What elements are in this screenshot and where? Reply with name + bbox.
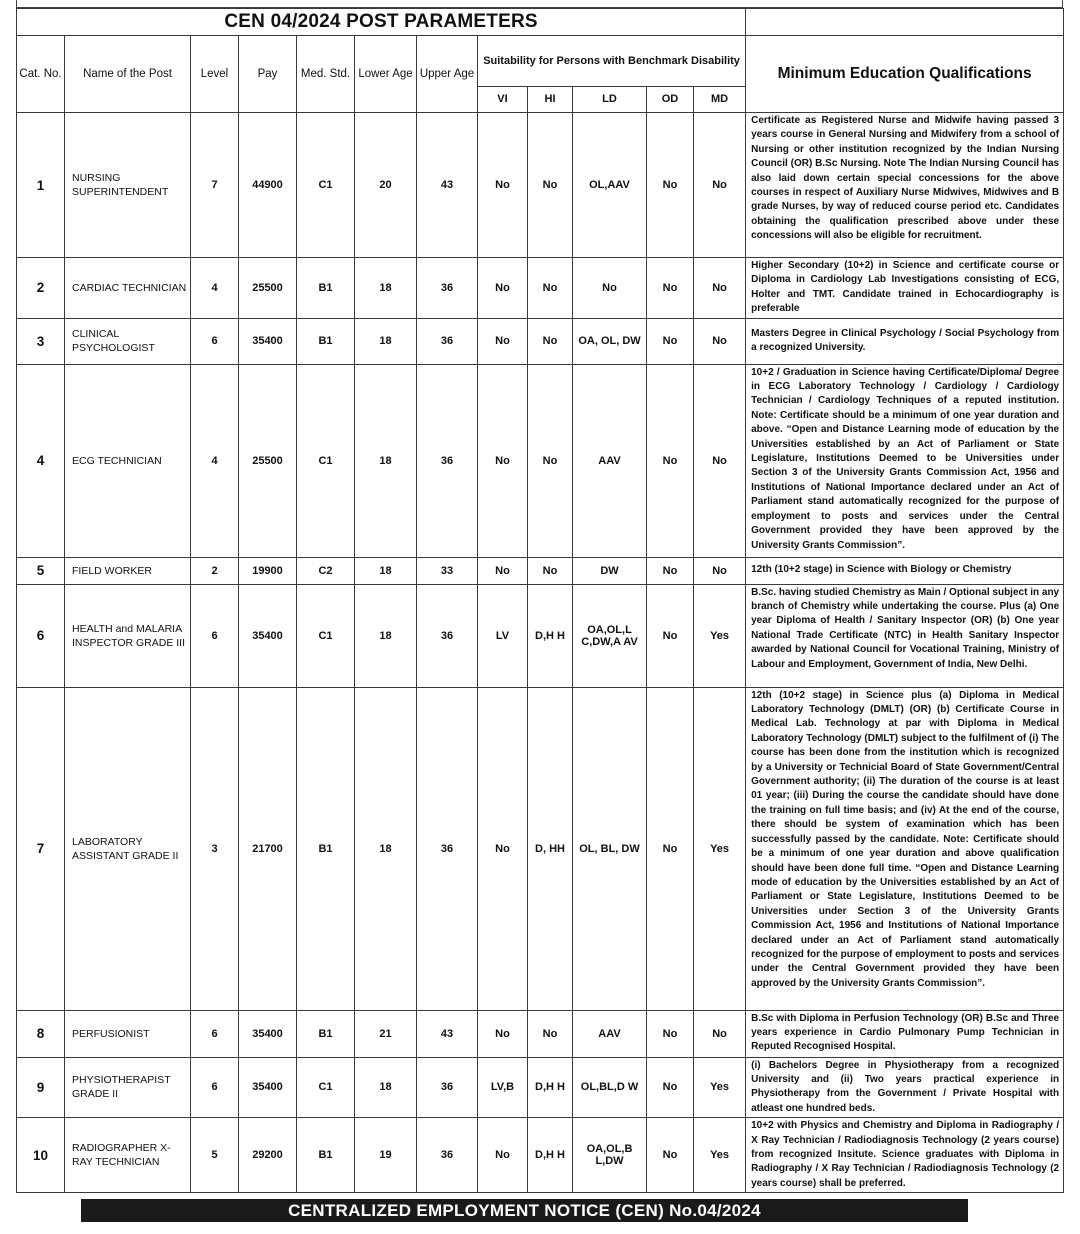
md-value: Yes (694, 584, 746, 687)
post-name: CARDIAC TECHNICIAN (65, 258, 191, 319)
qualification-text: 10+2 with Physics and Chemistry and Diploma in Radiography / X Ray Technician / Radiodiagnosis Technology (2 years course) from recognized Insitute. Science graduates with Diploma in Radiography / X Ray Technician / Radiodiagnosis Technology (2 years course) shall be preferred. (746, 1118, 1064, 1193)
pay-value: 25500 (239, 364, 297, 557)
lower-age-value: 20 (355, 113, 417, 258)
upper-age-value: 36 (417, 364, 478, 557)
lower-age-value: 18 (355, 687, 417, 1010)
post-name: LABORATORY ASSISTANT GRADE II (65, 687, 191, 1010)
level-value: 4 (191, 364, 239, 557)
hi-value: D,H H (528, 584, 573, 687)
pay-value: 19900 (239, 557, 297, 584)
cat-no: 4 (17, 364, 65, 557)
qualification-text: 12th (10+2 stage) in Science plus (a) Diploma in Medical Laboratory Technology (DMLT) (OR) (b) Certificate Course in Medical Lab. Technology at par with Diploma in Medical Laboratory Technology (DMLT) subject to the fulfilment of (i) The course has been done from the institution which is recognized by a University or Technicial Board of State Government/Central Government authority; (ii) The duration of the course is at least 01 year; (iii) During the course the candidate should have done the training on full time basis; and (iv) At the end of the course, there should be system of examination which has been successfully passed by the candidate. Note: Certificate should be a minimum of one year duration and above qualification should have been done full time. “Open and Distance Learning mode of education by the Universities established by an Act of Parliament or State Legislature, Institutions Deemed to be Universities under Section 3 of the University Grants Commission Act, 1956 and Institutions of National Importance declared under an Act of Parliament stand automatically recognized for the purpose of employment to posts and services under the Central Government provided they have been approved by the University Grants Commission”. (746, 687, 1064, 1010)
lower-age-value: 19 (355, 1118, 417, 1193)
pay-value: 29200 (239, 1118, 297, 1193)
header-ld: LD (573, 87, 647, 113)
level-value: 6 (191, 318, 239, 364)
table-row (17, 687, 1064, 1010)
md-value: Yes (694, 1118, 746, 1193)
vi-value: No (478, 318, 528, 364)
qualification-text: (i) Bachelors Degree in Physiotherapy from a recognized University and (ii) Two years practical experience in Physiotherapy from the Government / Private Hospital with atleast one hundred beds. (746, 1057, 1064, 1118)
hi-value: No (528, 557, 573, 584)
pay-value: 35400 (239, 1010, 297, 1057)
vi-value: No (478, 364, 528, 557)
table-row (17, 113, 1064, 258)
md-value: No (694, 364, 746, 557)
level-value: 2 (191, 557, 239, 584)
table-row (17, 258, 1064, 319)
od-value: No (647, 557, 694, 584)
qualification-text: B.Sc. having studied Chemistry as Main / Optional subject in any branch of Chemistry while undertaking the course. Plus (a) One year Diploma of Health / Sanitary Inspector (OR) (b) One year National Trade Certificate (NTC) in Health Sanitary Inspector awarded by National Council for Vocational Training, Ministry of Labour and Employment, Government of India, New Delhi. (746, 584, 1064, 687)
od-value: No (647, 1118, 694, 1193)
ld-value: AAV (573, 1010, 647, 1057)
pay-value: 35400 (239, 1057, 297, 1118)
post-name: CLINICAL PSYCHOLOGIST (65, 318, 191, 364)
ld-value: OA,OL,L C,DW,A AV (573, 584, 647, 687)
cat-no: 9 (17, 1057, 65, 1118)
pay-value: 25500 (239, 258, 297, 319)
page-title: CEN 04/2024 POST PARAMETERS (17, 9, 746, 36)
pay-value: 35400 (239, 584, 297, 687)
vi-value: No (478, 258, 528, 319)
cat-no: 10 (17, 1118, 65, 1193)
vi-value: No (478, 557, 528, 584)
ld-value: AAV (573, 364, 647, 557)
header-level: Level (191, 36, 239, 113)
hi-value: No (528, 258, 573, 319)
od-value: No (647, 1057, 694, 1118)
post-name: NURSING SUPERINTENDENT (65, 113, 191, 258)
od-value: No (647, 687, 694, 1010)
post-name: ECG TECHNICIAN (65, 364, 191, 557)
upper-age-value: 36 (417, 584, 478, 687)
header-qualifications: Minimum Education Qualifications (746, 36, 1064, 113)
vi-value: No (478, 113, 528, 258)
post-name: PHYSIOTHERAPIST GRADE II (65, 1057, 191, 1118)
lower-age-value: 18 (355, 318, 417, 364)
header-cat-no: Cat. No. (17, 36, 65, 113)
med-std-value: B1 (297, 687, 355, 1010)
header-post-name: Name of the Post (65, 36, 191, 113)
level-value: 6 (191, 584, 239, 687)
table-row (17, 1118, 1064, 1193)
header-od: OD (647, 87, 694, 113)
md-value: No (694, 258, 746, 319)
table-row (17, 318, 1064, 364)
ld-value: OL,BL,D W (573, 1057, 647, 1118)
hi-value: No (528, 318, 573, 364)
med-std-value: B1 (297, 258, 355, 319)
med-std-value: B1 (297, 1118, 355, 1193)
header-vi: VI (478, 87, 528, 113)
md-value: No (694, 1010, 746, 1057)
level-value: 6 (191, 1010, 239, 1057)
post-parameters-sheet (16, 8, 1063, 1193)
qualification-text: 12th (10+2 stage) in Science with Biology or Chemistry (746, 557, 1064, 584)
upper-age-value: 33 (417, 557, 478, 584)
hi-value: D,H H (528, 1057, 573, 1118)
med-std-value: C2 (297, 557, 355, 584)
ld-value: DW (573, 557, 647, 584)
post-name: FIELD WORKER (65, 557, 191, 584)
md-value: Yes (694, 1057, 746, 1118)
lower-age-value: 18 (355, 557, 417, 584)
table-row (17, 584, 1064, 687)
lower-age-value: 21 (355, 1010, 417, 1057)
od-value: No (647, 318, 694, 364)
qualification-text: 10+2 / Graduation in Science having Certificate/Diploma/ Degree in ECG Laboratory Technology / Cardiology / Cardiology Technician / Cardiology Techniques of a reputed institution. Note: Certificate should be a minimum of one year duration and above. “Open and Distance Learning mode of education by the Universities established by an Act of Parliament or State Legislature, Institutions Deemed to be Universities under Section 3 of the University Grants Commission Act, 1956 and Institutions of National Importance declared under an Act of Parliament stand automatically recognized for the purpose of employment to posts and services under the Central Government provided they have been approved by the University Grants Commission”. (746, 364, 1064, 557)
upper-age-value: 36 (417, 258, 478, 319)
qualification-text: Certificate as Registered Nurse and Midwife having passed 3 years course in General Nursing and Midwifery from a school of Nursing or other institution recognized by the Indian Nursing Council (OR) B.Sc Nursing. Note The Indian Nursing Council has also laid down certain special concessions for the above courses in respect of Auxiliary Nurse Midwives, Midwives and B grade Nurses, by way of reduced course period etc. Candidates obtaining the qualification prescribed above under these concessions will also be eligible for recruitment. (746, 113, 1064, 258)
upper-age-value: 43 (417, 113, 478, 258)
med-std-value: C1 (297, 1057, 355, 1118)
md-value: Yes (694, 687, 746, 1010)
upper-age-value: 36 (417, 1057, 478, 1118)
pay-value: 35400 (239, 318, 297, 364)
cat-no: 5 (17, 557, 65, 584)
pay-value: 21700 (239, 687, 297, 1010)
header-lower-age: Lower Age (355, 36, 417, 113)
header-suitability: Suitability for Persons with Benchmark Disability (478, 36, 746, 87)
med-std-value: C1 (297, 113, 355, 258)
upper-age-value: 36 (417, 318, 478, 364)
top-border-strip (16, 0, 1063, 8)
level-value: 5 (191, 1118, 239, 1193)
med-std-value: C1 (297, 584, 355, 687)
md-value: No (694, 318, 746, 364)
lower-age-value: 18 (355, 1057, 417, 1118)
md-value: No (694, 113, 746, 258)
od-value: No (647, 364, 694, 557)
upper-age-value: 36 (417, 1118, 478, 1193)
post-name: HEALTH and MALARIA INSPECTOR GRADE III (65, 584, 191, 687)
cat-no: 7 (17, 687, 65, 1010)
table-row (17, 557, 1064, 584)
od-value: No (647, 1010, 694, 1057)
od-value: No (647, 584, 694, 687)
post-name: RADIOGRAPHER X-RAY TECHNICIAN (65, 1118, 191, 1193)
post-parameters-table (16, 8, 1064, 1193)
header-hi: HI (528, 87, 573, 113)
hi-value: No (528, 1010, 573, 1057)
ld-value: No (573, 258, 647, 319)
level-value: 7 (191, 113, 239, 258)
cat-no: 8 (17, 1010, 65, 1057)
table-row (17, 1010, 1064, 1057)
cat-no: 2 (17, 258, 65, 319)
table-row (17, 364, 1064, 557)
ld-value: OA,OL,B L,DW (573, 1118, 647, 1193)
vi-value: LV,B (478, 1057, 528, 1118)
ld-value: OA, OL, DW (573, 318, 647, 364)
upper-age-value: 36 (417, 687, 478, 1010)
vi-value: No (478, 1118, 528, 1193)
header-pay: Pay (239, 36, 297, 113)
vi-value: LV (478, 584, 528, 687)
lower-age-value: 18 (355, 364, 417, 557)
od-value: No (647, 113, 694, 258)
header-med-std: Med. Std. (297, 36, 355, 113)
cat-no: 6 (17, 584, 65, 687)
cat-no: 3 (17, 318, 65, 364)
upper-age-value: 43 (417, 1010, 478, 1057)
ld-value: OL, BL, DW (573, 687, 647, 1010)
lower-age-value: 18 (355, 258, 417, 319)
med-std-value: B1 (297, 1010, 355, 1057)
ld-value: OL,AAV (573, 113, 647, 258)
level-value: 6 (191, 1057, 239, 1118)
hi-value: No (528, 113, 573, 258)
table-row (17, 1057, 1064, 1118)
med-std-value: B1 (297, 318, 355, 364)
pay-value: 44900 (239, 113, 297, 258)
level-value: 4 (191, 258, 239, 319)
hi-value: D,H H (528, 1118, 573, 1193)
od-value: No (647, 258, 694, 319)
post-name: PERFUSIONIST (65, 1010, 191, 1057)
level-value: 3 (191, 687, 239, 1010)
vi-value: No (478, 1010, 528, 1057)
hi-value: D, HH (528, 687, 573, 1010)
lower-age-value: 18 (355, 584, 417, 687)
header-upper-age: Upper Age (417, 36, 478, 113)
qualification-text: Masters Degree in Clinical Psychology / Social Psychology from a recognized University. (746, 318, 1064, 364)
md-value: No (694, 557, 746, 584)
med-std-value: C1 (297, 364, 355, 557)
header-md: MD (694, 87, 746, 113)
footer-banner: CENTRALIZED EMPLOYMENT NOTICE (CEN) No.04/2024 (81, 1199, 968, 1222)
vi-value: No (478, 687, 528, 1010)
cat-no: 1 (17, 113, 65, 258)
hi-value: No (528, 364, 573, 557)
qualification-text: Higher Secondary (10+2) in Science and certificate course or Diploma in Cardiology Lab Investigations consisting of ECG, Holter and TMT. Candidate trained in Echocardiography is preferable (746, 258, 1064, 319)
qualification-text: B.Sc with Diploma in Perfusion Technology (OR) B.Sc and Three years experience in Cardio Pulmonary Pump Technician in Reputed Recognised Hospital. (746, 1010, 1064, 1057)
